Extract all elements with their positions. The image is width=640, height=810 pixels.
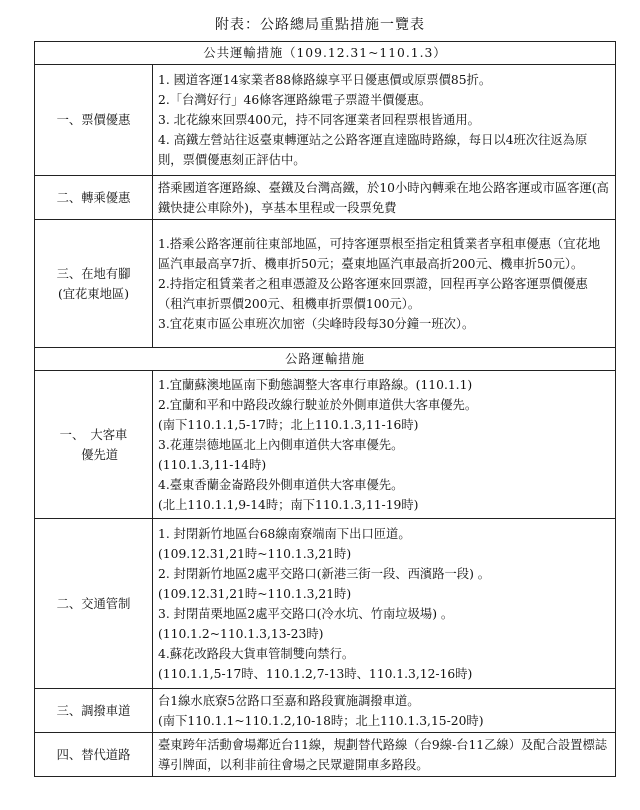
content-cell — [153, 176, 616, 220]
table-row-lane-reversal — [35, 689, 616, 733]
content-line: (南下110.1.1,5-17時；北上110.1.3,11-16時) — [158, 417, 419, 432]
content-line: 1. 國道客運14家業者88條路線享平日優惠價或原票價85折。 — [158, 73, 492, 87]
content-line: 1.搭乘公路客運前往東部地區，可持客運票根至指定租賃業者享租車優惠（宜花地區汽車最高享7折、機車折50元；臺東地區汽車最高折200元、機車折50元）。 — [158, 236, 601, 271]
category-cell — [35, 220, 153, 348]
category-label: 三、調撥車道 — [56, 703, 131, 718]
section-header-road-transport: 公路運輸措施 — [35, 348, 616, 371]
content-line: 3. 北花線來回票400元，持不同客運業者回程票根皆通用。 — [158, 113, 480, 127]
table-row-local-mobility — [35, 220, 616, 348]
category-cell — [35, 176, 153, 220]
category-sublabel: (宜花東地區) — [57, 286, 130, 301]
content-line: (110.1.3,11-14時) — [158, 457, 267, 472]
category-cell — [35, 371, 153, 519]
table-row-traffic-control — [35, 519, 616, 689]
table-row-fare-discount — [35, 65, 616, 176]
content-line: 4.臺東香蘭金崙路段外側車道供大客車優先。 — [158, 477, 404, 492]
content-line: (北上110.1.1,9-14時；南下110.1.3,11-19時) — [158, 497, 419, 512]
category-cell — [35, 65, 153, 176]
measures-table — [34, 41, 616, 777]
section-header-row — [35, 348, 616, 371]
content-cell — [153, 689, 616, 733]
content-cell — [153, 519, 616, 689]
category-sublabel: 優先道 — [68, 447, 119, 462]
content-line: (南下110.1.1~110.1.2,10-18時；北上110.1.3,15-20時) — [158, 713, 484, 728]
section-header-public-transport: 公共運輸措施（109.12.31~110.1.3） — [35, 42, 616, 65]
category-label: 一、 大客車 — [59, 427, 128, 442]
content-line: 2. 封閉新竹地區2處平交路口(新港三街一段、西濱路一段) 。 — [158, 566, 491, 581]
content-line: 2.持指定租賃業者之租車憑證及公路客運來回票證，回程再享公路客運票價優惠（租汽車折票價200元、租機車折票價100元）。 — [158, 276, 588, 311]
content-line: 4. 高鐵左營站往返臺東轉運站之公路客運直達臨時路線，每日以4班次往返為原則，票價優惠刻正評估中。 — [158, 133, 588, 167]
content-cell — [153, 733, 616, 777]
category-label: 二、轉乘優惠 — [56, 190, 131, 205]
content-cell — [153, 371, 616, 519]
content-line: 4.蘇花改路段大貨車管制雙向禁行。 — [158, 646, 355, 661]
content-line: (110.1.2~110.1.3,13-23時) — [158, 626, 324, 641]
content-cell — [153, 65, 616, 176]
section-header-row — [35, 42, 616, 65]
table-row-alternate-route — [35, 733, 616, 777]
content-line: 2.宜蘭和平和中路段改線行駛並於外側車道供大客車優先。 — [158, 397, 478, 412]
category-cell — [35, 733, 153, 777]
content-line: 3.宜花東市區公車班次加密（尖峰時段每30分鐘一班次）。 — [158, 316, 475, 331]
content-line: 3. 封閉苗栗地區2處平交路口(冷水坑、竹南垃圾場) 。 — [158, 606, 454, 621]
content-line: (109.12.31,21時~110.1.3,21時) — [158, 546, 352, 561]
content-line: 搭乘國道客運路線、臺鐵及台灣高鐵，於10小時內轉乘在地公路客運或市區客運(高鐵快捷公車除外)，享基本里程或一段票免費 — [158, 180, 609, 215]
content-line: 1. 封閉新竹地區台68線南寮端南下出口匝道。 — [158, 526, 411, 541]
content-line: 1.宜蘭蘇澳地區南下動態調整大客車行車路線。(110.1.1) — [158, 377, 473, 392]
content-line: 臺東跨年活動會場鄰近台11線，規劃替代路線（台9線-台11乙線）及配合設置標誌導引牌面，以利非前往會場之民眾避開車多路段。 — [158, 737, 608, 772]
category-label: 三、在地有腳 — [56, 266, 131, 281]
content-line: 3.花蓮崇德地區北上內側車道供大客車優先。 — [158, 437, 404, 452]
category-cell — [35, 519, 153, 689]
content-cell — [153, 220, 616, 348]
content-line: (110.1.1,5-17時、110.1.2,7-13時、110.1.3,12-16時) — [158, 666, 473, 681]
category-label: 二、交通管制 — [56, 596, 131, 611]
document-title: 附表：公路總局重點措施一覽表 — [215, 17, 425, 33]
table-row-bus-priority-lane — [35, 371, 616, 519]
table-row-transfer-discount — [35, 176, 616, 220]
category-label: 四、替代道路 — [56, 747, 131, 762]
content-line: 2.「台灣好行」46條客運路線電子票證半價優惠。 — [158, 93, 432, 107]
content-line: (109.12.31,21時~110.1.3,21時) — [158, 586, 352, 601]
category-cell — [35, 689, 153, 733]
content-line: 台1線水底寮5岔路口至嘉和路段實施調撥車道。 — [158, 693, 420, 708]
category-label: 一、票價優惠 — [56, 113, 131, 127]
